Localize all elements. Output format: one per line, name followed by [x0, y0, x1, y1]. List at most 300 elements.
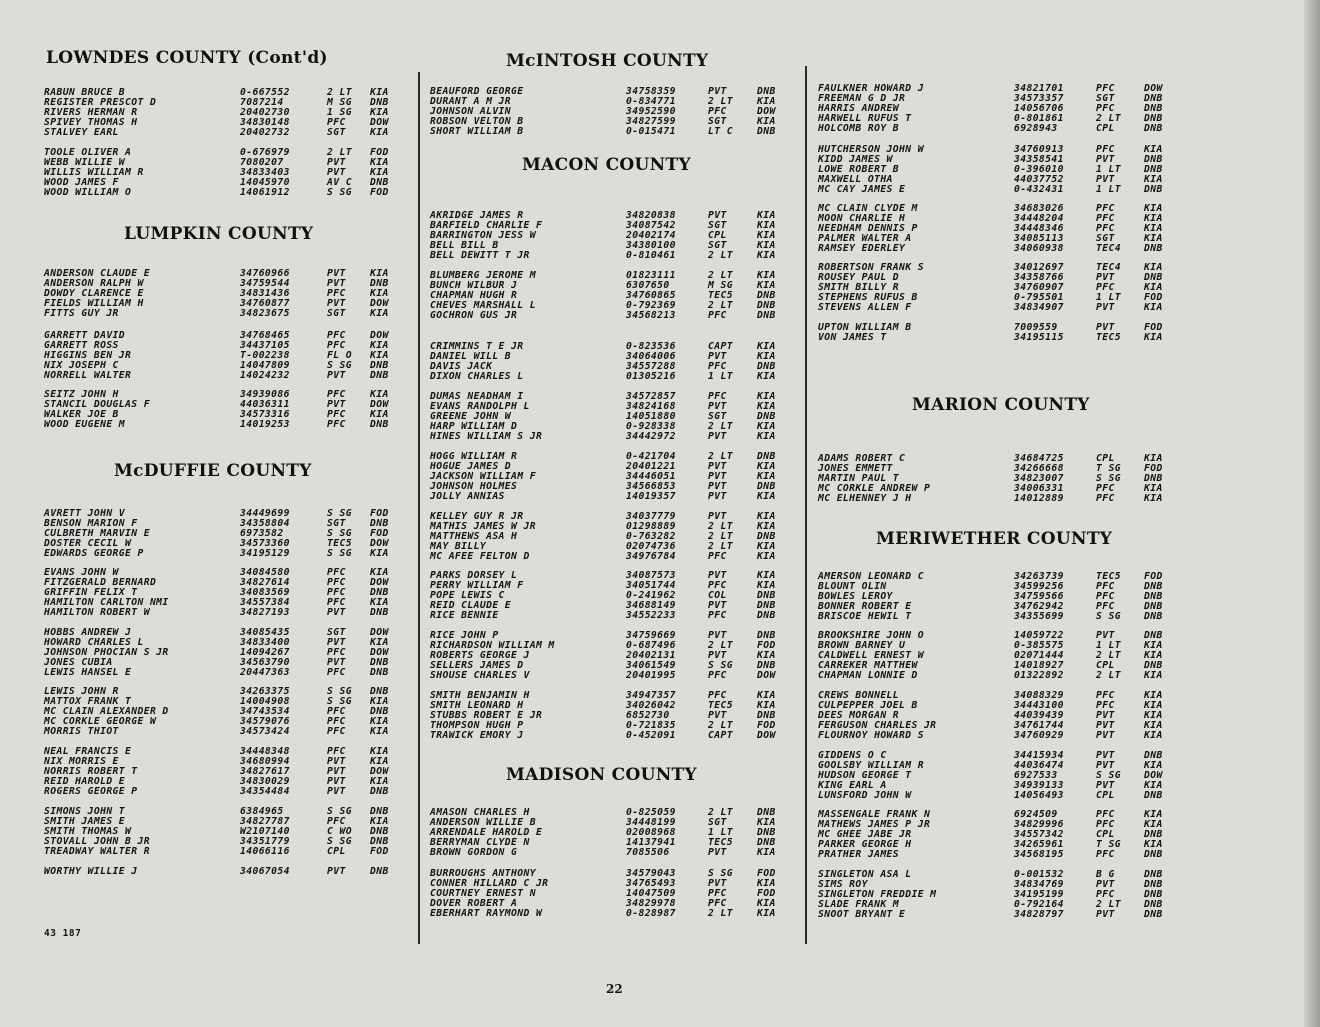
- casualty-name: ANDERSON RALPH W: [44, 277, 144, 289]
- casualty-row: [818, 731, 1186, 741]
- serial-number: 34573424: [240, 725, 290, 737]
- casualty-name: MATTHEWS ASA H: [430, 530, 518, 542]
- casualty-name: KELLEY GUY R JR: [430, 511, 524, 522]
- rank: TEC5: [708, 289, 733, 301]
- casualty-group: [430, 571, 798, 620]
- casualty-row: [818, 244, 1186, 254]
- casualty-name: HUDSON GEORGE T: [818, 769, 912, 781]
- rank: PVT: [1096, 173, 1115, 185]
- casualty-group: [44, 331, 412, 380]
- rank: PVT: [1096, 271, 1115, 283]
- rank: PVT: [1096, 779, 1115, 791]
- casualty-name: DUMAS NEADHAM I: [430, 391, 524, 402]
- casualty-group: [44, 568, 412, 617]
- status-code: KIA: [1144, 719, 1163, 731]
- serial-number: 34683026: [1014, 203, 1064, 214]
- status-code: KIA: [1144, 669, 1163, 681]
- casualty-name: HOGG WILLIAM R: [430, 451, 518, 462]
- status-code: KIA: [1144, 232, 1163, 244]
- status-code: FOD: [370, 508, 389, 519]
- serial-number: 34830029: [240, 775, 290, 787]
- rank: 2 LT: [708, 420, 733, 432]
- status-code: KIA: [757, 350, 776, 362]
- casualty-name: STANCIL DOUGLAS F: [44, 398, 150, 410]
- rank: 2 LT: [708, 270, 733, 281]
- status-code: DNB: [1144, 163, 1163, 175]
- casualty-name: REID HAROLD E: [44, 775, 126, 787]
- serial-number: 7080207: [240, 156, 284, 168]
- casualty-row: [818, 612, 1186, 622]
- serial-number: 34358804: [240, 517, 290, 529]
- casualty-group: [430, 211, 798, 260]
- status-code: KIA: [370, 775, 389, 787]
- status-code: KIA: [370, 166, 389, 178]
- rank: TEC5: [1096, 331, 1121, 343]
- status-code: KIA: [1144, 331, 1163, 343]
- rank: PFC: [327, 418, 346, 430]
- casualty-row: [818, 870, 1186, 880]
- serial-number: 34552233: [626, 609, 676, 621]
- serial-number: 34358541: [1014, 153, 1064, 165]
- serial-number: 34064006: [626, 350, 676, 362]
- serial-number: 34829996: [1014, 818, 1064, 830]
- status-code: KIA: [370, 307, 389, 319]
- casualty-row: [44, 128, 412, 138]
- serial-number: 34833400: [240, 636, 290, 648]
- status-code: DNB: [757, 589, 776, 601]
- status-code: KIA: [370, 755, 389, 767]
- casualty-name: CALDWELL ERNEST W: [818, 649, 924, 661]
- casualty-name: JOHNSON HOLMES: [430, 480, 518, 492]
- rank: 2 LT: [1096, 898, 1121, 910]
- serial-number: 34566853: [626, 480, 676, 492]
- status-code: KIA: [1144, 649, 1163, 661]
- casualty-name: PERRY WILLIAM F: [430, 579, 524, 591]
- status-code: DNB: [1144, 183, 1163, 195]
- status-code: KIA: [757, 540, 776, 552]
- serial-number: 20402730: [240, 106, 290, 118]
- rank: 1 LT: [708, 826, 733, 838]
- casualty-group: [818, 454, 1186, 503]
- serial-number: 34358766: [1014, 271, 1064, 283]
- status-code: KIA: [370, 268, 389, 279]
- serial-number: 34939086: [240, 389, 290, 400]
- serial-number: 34760907: [1014, 281, 1064, 293]
- serial-number: 34759566: [1014, 590, 1064, 602]
- column-divider: [805, 66, 807, 944]
- status-code: KIA: [757, 470, 776, 482]
- casualty-name: UPTON WILLIAM B: [818, 322, 912, 333]
- serial-number: 0-676979: [240, 147, 290, 158]
- casualty-group: [44, 628, 412, 677]
- rank: PVT: [327, 166, 346, 178]
- rank: PVT: [708, 649, 727, 661]
- casualty-name: BROWN BARNEY U: [818, 639, 906, 651]
- serial-number: 34680994: [240, 755, 290, 767]
- status-code: KIA: [1144, 262, 1163, 273]
- casualty-name: RABUN BRUCE B: [44, 87, 126, 98]
- casualty-name: WILLIS WILLIAM R: [44, 166, 144, 178]
- serial-number: 20402732: [240, 126, 290, 138]
- status-code: DNB: [757, 836, 776, 848]
- casualty-row: [818, 494, 1186, 504]
- serial-number: 34061549: [626, 659, 676, 671]
- rank: PFC: [327, 330, 346, 341]
- status-code: FOD: [757, 719, 776, 731]
- status-code: KIA: [1144, 281, 1163, 293]
- rank: SGT: [327, 307, 346, 319]
- rank: PVT: [1096, 719, 1115, 731]
- casualty-name: LUNSFORD JOHN W: [818, 789, 912, 801]
- serial-number: W2107140: [240, 825, 290, 837]
- casualty-name: EVANS JOHN W: [44, 567, 119, 578]
- status-code: DNB: [370, 785, 389, 797]
- casualty-group: [44, 269, 412, 318]
- casualty-row: [44, 188, 412, 198]
- rank: PVT: [1096, 709, 1115, 721]
- rank: PVT: [1096, 908, 1115, 920]
- casualty-group: [818, 84, 1186, 133]
- casualty-name: COURTNEY ERNEST N: [430, 887, 536, 899]
- status-code: DOW: [370, 576, 389, 588]
- serial-number: 34006331: [1014, 482, 1064, 494]
- casualty-name: DIXON CHARLES L: [430, 370, 524, 382]
- rank: 2 LT: [708, 95, 733, 107]
- status-code: DNB: [370, 418, 389, 430]
- casualty-group: [430, 631, 798, 680]
- casualty-name: WORTHY WILLIE J: [44, 866, 138, 877]
- status-code: DOW: [370, 398, 389, 410]
- status-code: KIA: [1144, 144, 1163, 155]
- casualty-name: JONES CUBIA: [44, 656, 113, 668]
- status-code: FOD: [757, 887, 776, 899]
- status-code: DNB: [1144, 869, 1163, 880]
- casualty-name: TREADWAY WALTER R: [44, 845, 150, 857]
- rank: PFC: [327, 646, 346, 658]
- serial-number: 6927533: [1014, 769, 1058, 781]
- status-code: KIA: [757, 279, 776, 291]
- casualty-name: CARREKER MATTHEW: [818, 659, 918, 671]
- casualty-name: SHORT WILLIAM B: [430, 125, 524, 137]
- county-heading: McINTOSH COUNTY: [506, 51, 709, 71]
- casualty-row: [430, 492, 798, 502]
- casualty-name: MATHIS JAMES W JR: [430, 520, 536, 532]
- casualty-row: [818, 303, 1186, 313]
- rank: PVT: [708, 210, 727, 221]
- casualty-name: SINGLETON FREDDIE M: [818, 888, 937, 900]
- casualty-name: FREEMAN G D JR: [818, 92, 906, 104]
- status-code: FOD: [370, 147, 389, 158]
- status-code: FOD: [370, 186, 389, 198]
- serial-number: 02008968: [626, 826, 676, 838]
- status-code: KIA: [757, 816, 776, 828]
- status-code: KIA: [370, 389, 389, 400]
- rank: PFC: [708, 609, 727, 621]
- rank: PFC: [708, 360, 727, 372]
- serial-number: 20401221: [626, 460, 676, 472]
- status-code: KIA: [757, 511, 776, 522]
- status-code: DNB: [1144, 600, 1163, 612]
- casualty-name: SELLERS JAMES D: [430, 659, 524, 671]
- rank: C WO: [327, 825, 352, 837]
- status-code: KIA: [757, 846, 776, 858]
- serial-number: 34759544: [240, 277, 290, 289]
- casualty-name: JOHNSON PHOCIAN S JR: [44, 646, 169, 658]
- status-code: KIA: [1144, 818, 1163, 830]
- status-code: DNB: [757, 709, 776, 721]
- status-code: KIA: [1144, 212, 1163, 224]
- rank: SGT: [327, 126, 346, 138]
- serial-number: 34821701: [1014, 83, 1064, 94]
- casualty-row: [818, 791, 1186, 801]
- status-code: KIA: [370, 126, 389, 138]
- casualty-row: [430, 311, 798, 321]
- rank: TEC5: [708, 699, 733, 711]
- serial-number: 34572857: [626, 391, 676, 402]
- status-code: DNB: [1144, 580, 1163, 592]
- rank: PFC: [327, 666, 346, 678]
- serial-number: 34827614: [240, 576, 290, 588]
- casualty-group: [44, 88, 412, 137]
- serial-number: 34831436: [240, 287, 290, 299]
- serial-number: 34743534: [240, 705, 290, 717]
- status-code: KIA: [370, 87, 389, 98]
- serial-number: 34084580: [240, 567, 290, 578]
- casualty-group: [44, 509, 412, 558]
- rank: 2 LT: [708, 907, 733, 919]
- serial-number: 34448346: [1014, 222, 1064, 234]
- serial-number: 0-792369: [626, 299, 676, 311]
- serial-number: 34415934: [1014, 750, 1064, 761]
- rank: PFC: [708, 391, 727, 402]
- casualty-name: BROWN GORDON G: [430, 846, 518, 858]
- rank: 2 LT: [708, 530, 733, 542]
- status-code: KIA: [1144, 203, 1163, 214]
- rank: T SG: [1096, 838, 1121, 850]
- casualty-name: DOVER ROBERT A: [430, 897, 518, 909]
- casualty-name: HOBBS ANDREW J: [44, 627, 132, 638]
- status-code: DNB: [757, 309, 776, 321]
- casualty-name: MC CORKLE ANDREW P: [818, 482, 931, 494]
- serial-number: 14056706: [1014, 102, 1064, 114]
- casualty-row: [44, 549, 412, 559]
- rank: PFC: [327, 389, 346, 400]
- status-code: KIA: [370, 156, 389, 168]
- casualty-name: VON JAMES T: [818, 331, 887, 343]
- casualty-name: HAMILTON CARLTON NMI: [44, 596, 169, 608]
- rank: PVT: [327, 369, 346, 381]
- rank: PVT: [327, 156, 346, 168]
- serial-number: 44039439: [1014, 709, 1064, 721]
- status-code: DNB: [370, 517, 389, 529]
- casualty-name: HOGUE JAMES D: [430, 460, 512, 472]
- status-code: DNB: [757, 360, 776, 372]
- county-heading: LOWNDES COUNTY (Cont'd): [46, 48, 328, 68]
- serial-number: 14051880: [626, 410, 676, 422]
- rank: PVT: [1096, 301, 1115, 313]
- rank: SGT: [327, 627, 346, 638]
- casualty-name: STEPHENS RUFUS B: [818, 291, 918, 303]
- status-code: DNB: [1144, 112, 1163, 124]
- casualty-row: [44, 668, 412, 678]
- status-code: DNB: [370, 866, 389, 877]
- rank: PFC: [1096, 212, 1115, 224]
- casualty-name: MC CORKLE GEORGE W: [44, 715, 157, 727]
- casualty-name: NORRIS ROBERT T: [44, 765, 138, 777]
- casualty-name: BEAUFORD GEORGE: [430, 86, 524, 97]
- status-code: DNB: [370, 606, 389, 618]
- rank: SGT: [708, 219, 727, 231]
- rank: 1 LT: [1096, 639, 1121, 651]
- casualty-row: [430, 432, 798, 442]
- rank: CAPT: [708, 729, 733, 741]
- status-code: DOW: [370, 646, 389, 658]
- serial-number: 14056493: [1014, 789, 1064, 801]
- casualty-name: PARKER GEORGE H: [818, 838, 912, 850]
- rank: PFC: [708, 690, 727, 701]
- rank: PVT: [708, 470, 727, 482]
- serial-number: 34976784: [626, 550, 676, 562]
- serial-number: 34195129: [240, 547, 290, 559]
- casualty-name: HAMILTON ROBERT W: [44, 606, 150, 618]
- serial-number: 34355699: [1014, 610, 1064, 622]
- casualty-name: SMITH BENJAMIN H: [430, 690, 530, 701]
- rank: B G: [1096, 869, 1115, 880]
- rank: PFC: [327, 287, 346, 299]
- casualty-row: [430, 611, 798, 621]
- serial-number: 34568213: [626, 309, 676, 321]
- serial-number: 34557384: [240, 596, 290, 608]
- rank: PVT: [327, 398, 346, 410]
- status-code: DNB: [757, 630, 776, 641]
- rank: 2 LT: [1096, 669, 1121, 681]
- status-code: DNB: [1144, 271, 1163, 283]
- rank: S SG: [327, 835, 352, 847]
- serial-number: 34834907: [1014, 301, 1064, 313]
- serial-number: 6973582: [240, 527, 284, 539]
- status-code: KIA: [757, 391, 776, 402]
- casualty-name: MAY BILLY: [430, 540, 487, 552]
- status-code: KIA: [757, 219, 776, 231]
- casualty-name: REID CLAUDE E: [430, 599, 512, 611]
- casualty-name: ARRENDALE HAROLD E: [430, 826, 543, 838]
- status-code: DNB: [1144, 242, 1163, 254]
- casualty-name: DAVIS JACK: [430, 360, 493, 372]
- serial-number: 14012889: [1014, 492, 1064, 504]
- status-code: KIA: [1144, 301, 1163, 313]
- serial-number: 0-396010: [1014, 163, 1064, 175]
- casualty-name: WALKER JOE B: [44, 408, 119, 420]
- serial-number: 34947357: [626, 690, 676, 701]
- casualty-name: ANDERSON CLAUDE E: [44, 268, 150, 279]
- status-code: KIA: [757, 341, 776, 352]
- serial-number: 34760865: [626, 289, 676, 301]
- rank: PFC: [708, 309, 727, 321]
- rank: PVT: [708, 430, 727, 442]
- casualty-name: RIVERS HERMAN R: [44, 106, 138, 118]
- casualty-row: [430, 552, 798, 562]
- casualty-row: [44, 420, 412, 430]
- status-code: KIA: [370, 725, 389, 737]
- serial-number: 34830148: [240, 116, 290, 128]
- serial-number: 34827787: [240, 815, 290, 827]
- casualty-name: NEAL FRANCIS E: [44, 746, 132, 757]
- casualty-name: HUTCHERSON JOHN W: [818, 144, 924, 155]
- rank: CPL: [1096, 122, 1115, 134]
- rank: 2 LT: [327, 147, 352, 158]
- casualty-name: CHAPMAN HUGH R: [430, 289, 518, 301]
- casualty-name: LEWIS JOHN R: [44, 686, 119, 697]
- rank: 2 LT: [708, 540, 733, 552]
- rank: T SG: [1096, 462, 1121, 474]
- casualty-group: [44, 807, 412, 856]
- status-code: DOW: [370, 537, 389, 549]
- serial-number: 34828797: [1014, 908, 1064, 920]
- status-code: KIA: [1144, 482, 1163, 494]
- status-code: DNB: [1144, 908, 1163, 920]
- rank: PFC: [1096, 144, 1115, 155]
- serial-number: 0-763282: [626, 530, 676, 542]
- serial-number: 34827193: [240, 606, 290, 618]
- status-code: DNB: [1144, 878, 1163, 890]
- rank: PFC: [708, 550, 727, 562]
- rank: PVT: [1096, 878, 1115, 890]
- casualty-group: [430, 342, 798, 382]
- serial-number: 14059722: [1014, 630, 1064, 641]
- rank: PFC: [1096, 222, 1115, 234]
- rank: CPL: [708, 229, 727, 241]
- status-code: KIA: [757, 210, 776, 221]
- status-code: DNB: [1144, 153, 1163, 165]
- status-code: DNB: [370, 369, 389, 381]
- status-code: KIA: [370, 596, 389, 608]
- status-code: DOW: [1144, 83, 1163, 94]
- status-code: DNB: [757, 451, 776, 462]
- status-code: KIA: [757, 907, 776, 919]
- casualty-name: JACKSON WILLIAM F: [430, 470, 536, 482]
- casualty-group: [818, 751, 1186, 800]
- status-code: DNB: [370, 835, 389, 847]
- casualty-name: GARRETT DAVID: [44, 330, 126, 341]
- serial-number: 34573316: [240, 408, 290, 420]
- casualty-group: [818, 145, 1186, 194]
- casualty-name: JONES EMMETT: [818, 462, 893, 474]
- casualty-group: [818, 204, 1186, 253]
- county-heading: MADISON COUNTY: [506, 765, 697, 785]
- serial-number: 34085113: [1014, 232, 1064, 244]
- rank: SGT: [708, 816, 727, 828]
- casualty-name: BARRINGTON JESS W: [430, 229, 536, 241]
- rank: TEC4: [1096, 262, 1121, 273]
- casualty-name: AKRIDGE JAMES R: [430, 210, 524, 221]
- rank: PFC: [1096, 590, 1115, 602]
- casualty-group: [430, 392, 798, 441]
- rank: S SG: [327, 359, 352, 371]
- casualty-row: [818, 333, 1186, 343]
- casualty-group: [430, 452, 798, 501]
- serial-number: 34568195: [1014, 848, 1064, 860]
- casualty-name: DOSTER CECIL W: [44, 537, 132, 549]
- serial-number: 20402131: [626, 649, 676, 661]
- casualty-name: JOLLY ANNIAS: [430, 490, 505, 502]
- rank: PVT: [327, 636, 346, 648]
- casualty-group: [430, 271, 798, 320]
- casualty-name: STALVEY EARL: [44, 126, 119, 138]
- status-code: KIA: [757, 460, 776, 472]
- rank: PFC: [327, 339, 346, 351]
- status-code: KIA: [370, 547, 389, 559]
- status-code: DNB: [757, 289, 776, 301]
